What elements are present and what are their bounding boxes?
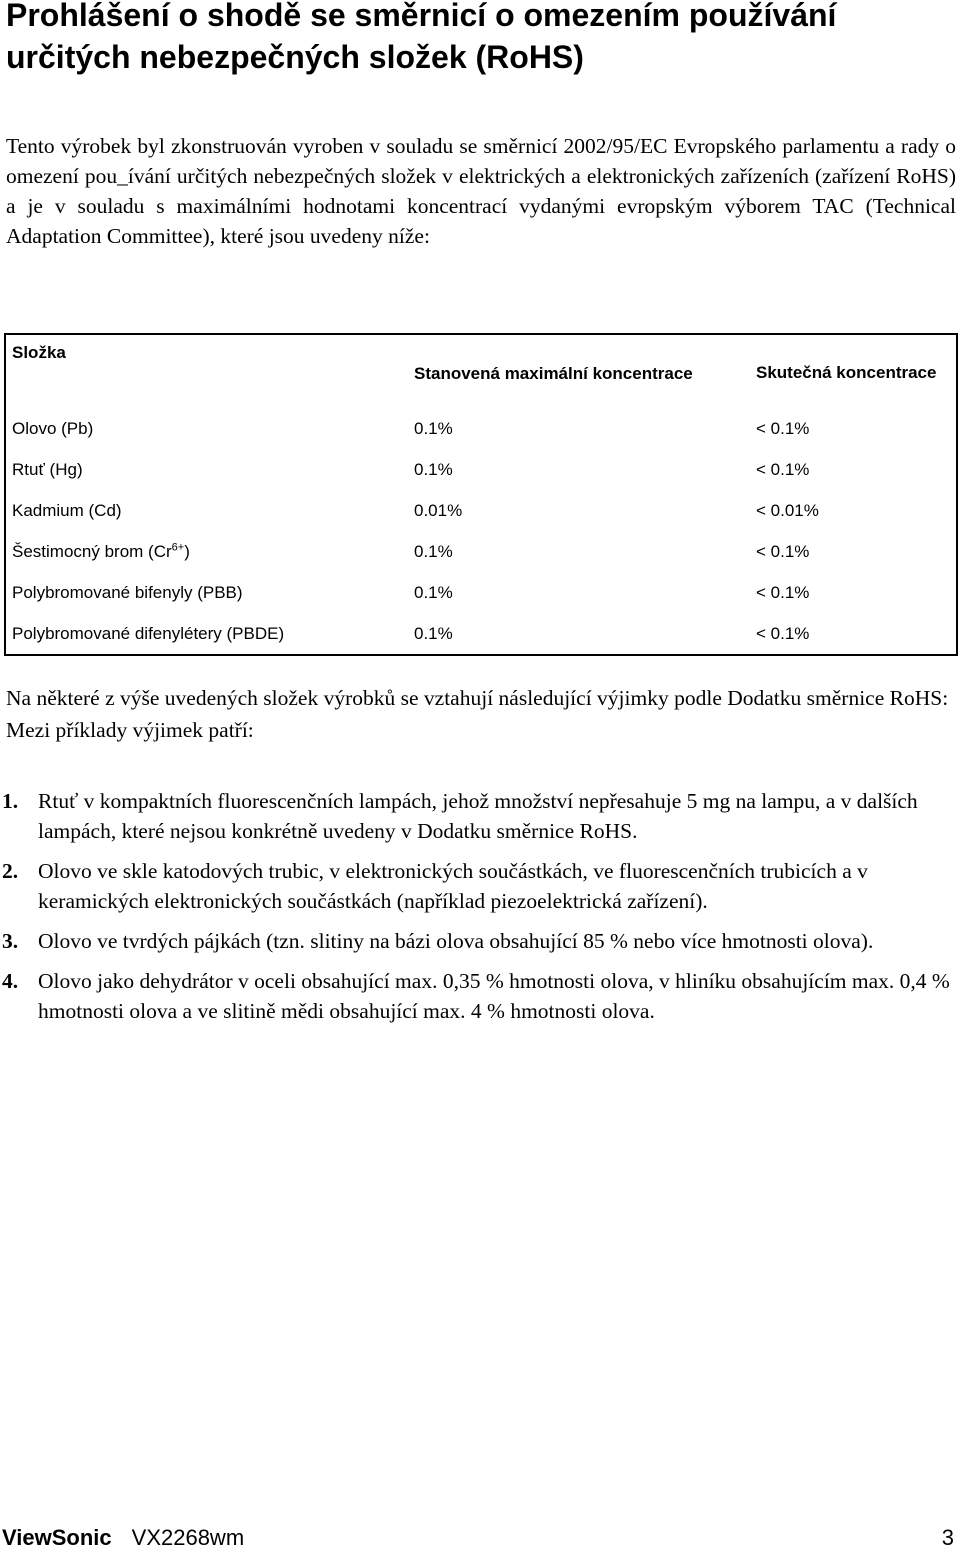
cell-actual: < 0.1% xyxy=(756,623,810,643)
item-number: 2. xyxy=(2,859,19,883)
list-item xyxy=(2,966,956,1026)
cell-actual: < 0.1% xyxy=(756,582,810,602)
cell-max: 0.1% xyxy=(414,623,453,643)
cell-max: 0.1% xyxy=(414,418,453,438)
page-title: Prohlášení o shodě se směrnicí o omezením používání určitých nebezpečných složek (RoHS) xyxy=(6,0,837,75)
list-item xyxy=(2,926,956,956)
page-number: 3 xyxy=(941,1525,954,1550)
header-substance: Složka xyxy=(12,343,66,362)
table-row xyxy=(5,531,957,572)
item-text: Olovo ve tvrdých pájkách (tzn. slitiny na bázi olova obsahující 85 % nebo více hmotnosti olova). xyxy=(38,929,874,953)
cell-substance: Kadmium (Cd) xyxy=(12,500,122,520)
intro-paragraph: Tento výrobek byl zkonstruován vyroben v souladu se směrnicí 2002/95/EC Evropského parlamentu a rady o omezení pou_ívání určitých nebezpečných složek v elektrických a elektronických zařízeních (zařízení RoHS) a je v souladu s maximálními hodnotami koncentrací vydanými evropským výborem TAC (Technical Adaptation Committee), které jsou uvedeny níže: xyxy=(6,134,956,248)
item-text: Rtuť v kompaktních fluorescenčních lampách, jehož množství nepřesahuje 5 mg na lampu, a v dalších lampách, které nejsou konkrétně uvedeny v Dodatku směrnice RoHS. xyxy=(38,789,918,843)
cell-substance: Rtuť (Hg) xyxy=(12,459,83,479)
item-text: Olovo jako dehydrátor v oceli obsahující max. 0,35 % hmotnosti olova, v hliníku obsahujícím max. 0,4 % hmotnosti olova a ve slitině mědi obsahující max. 4 % hmotnosti olova. xyxy=(38,969,950,1023)
cell-max: 0.1% xyxy=(414,582,453,602)
table-row xyxy=(5,449,957,490)
substance-superscript: 6+ xyxy=(171,540,185,553)
exceptions-list xyxy=(2,786,956,1036)
footer-model: VX2268wm xyxy=(131,1525,245,1550)
item-text: Olovo ve skle katodových trubic, v elektronických součástkách, ve fluorescenčních trubicích a v keramických elektronických součástkách (například piezoelektrická zařízení). xyxy=(38,859,868,913)
header-actual-concentration: Skutečná koncentrace xyxy=(756,362,937,382)
item-number: 3. xyxy=(2,929,19,953)
cell-substance: Polybromované difenylétery (PBDE) xyxy=(12,623,285,643)
cell-actual: < 0.1% xyxy=(756,541,810,561)
cell-substance: Polybromované bifenyly (PBB) xyxy=(12,582,243,602)
footer-product xyxy=(2,1525,244,1551)
substance-text-end: ) xyxy=(184,541,190,561)
cell-substance: Olovo (Pb) xyxy=(12,418,94,438)
item-number: 4. xyxy=(2,969,19,993)
cell-substance xyxy=(5,531,408,572)
table-row xyxy=(5,613,957,655)
table-row xyxy=(5,490,957,531)
list-item xyxy=(2,786,956,846)
table-header-row xyxy=(5,334,957,408)
exceptions-intro: Na některé z výše uvedených složek výrobků se vztahují následující výjimky podle Dodatku směrnice RoHS: xyxy=(6,686,949,710)
rohs-table xyxy=(4,333,958,656)
cell-actual: < 0.1% xyxy=(756,459,810,479)
cell-max: 0.01% xyxy=(414,500,463,520)
exceptions-intro-block xyxy=(6,682,956,746)
table-row xyxy=(5,408,957,449)
item-number: 1. xyxy=(2,789,19,813)
exceptions-lead: Mezi příklady výjimek patří: xyxy=(6,718,254,742)
table-row xyxy=(5,572,957,613)
footer-brand: ViewSonic xyxy=(2,1525,112,1550)
cell-max: 0.1% xyxy=(414,459,453,479)
cell-actual: < 0.1% xyxy=(756,418,810,438)
cell-actual: < 0.01% xyxy=(756,500,819,520)
list-item xyxy=(2,856,956,916)
cell-max: 0.1% xyxy=(414,541,453,561)
header-max-concentration: Stanovená maximální koncentrace xyxy=(414,364,693,383)
substance-text: Šestimocný brom (Cr xyxy=(12,541,172,561)
